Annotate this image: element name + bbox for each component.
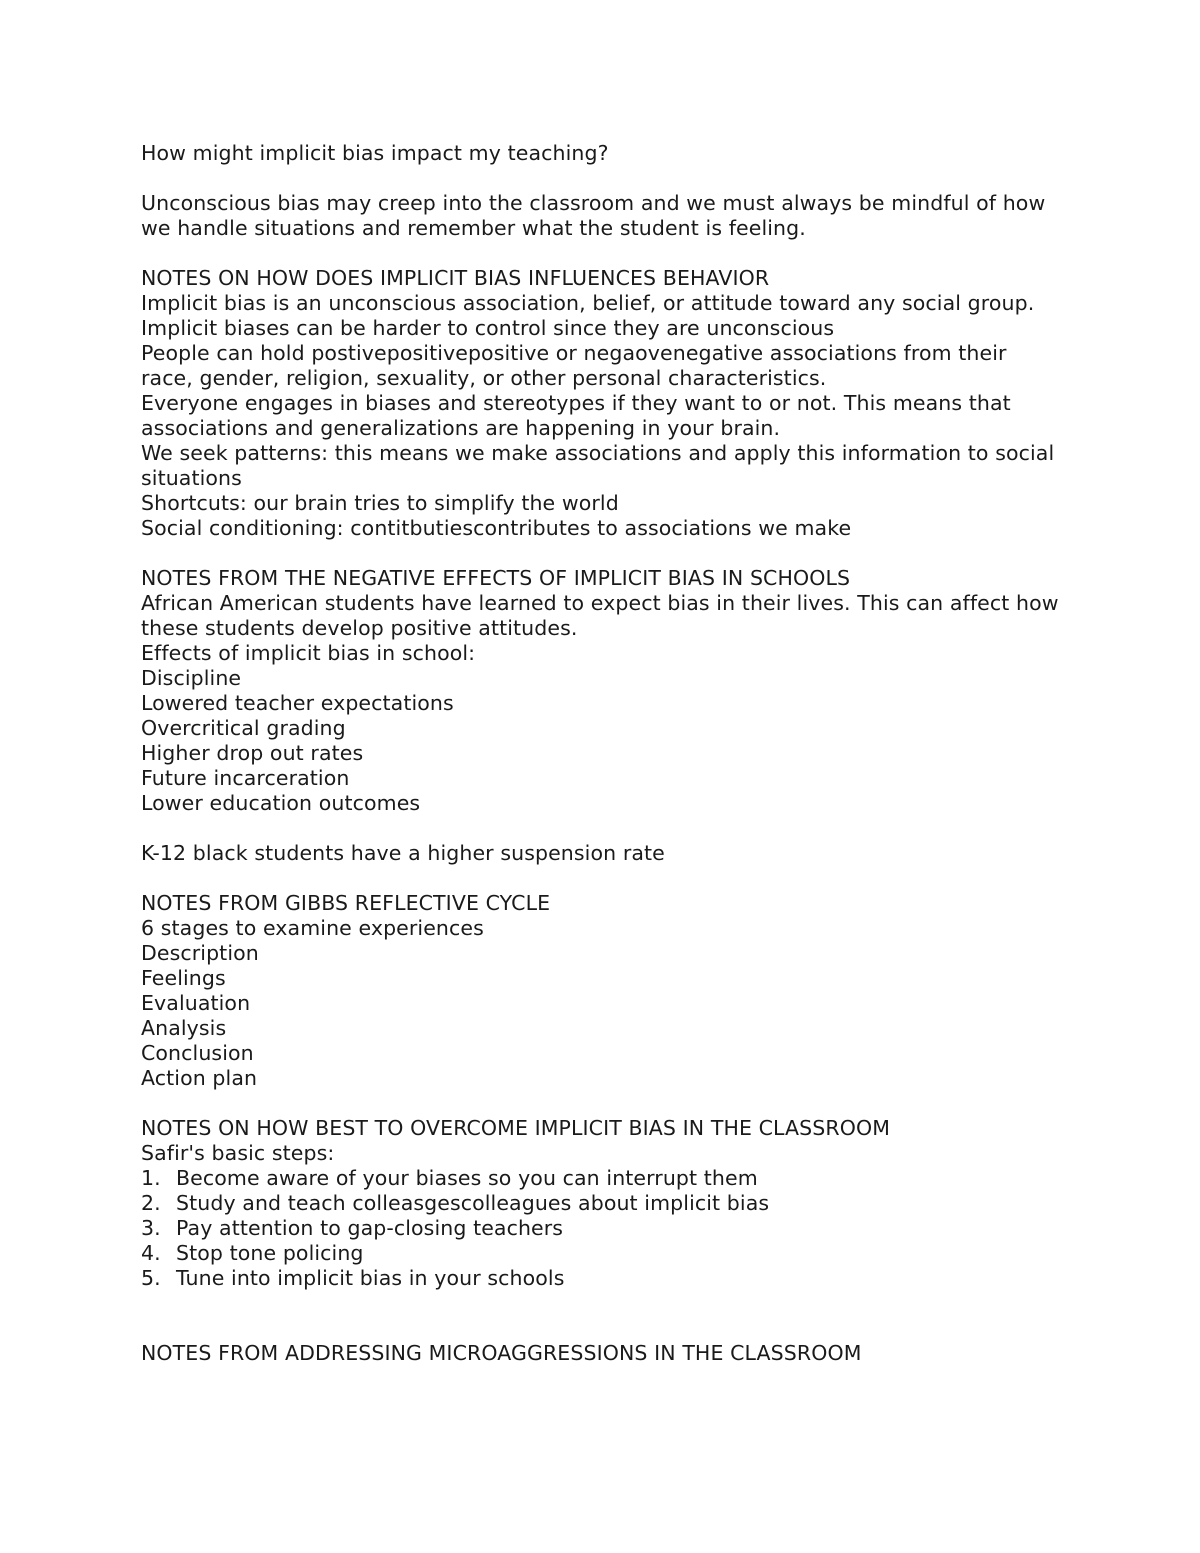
spacer [141, 541, 1061, 566]
list-item-text: Study and teach colleasgescolleagues about implicit bias [176, 1191, 770, 1215]
spacer [141, 866, 1061, 891]
list-number: 5. [141, 1266, 161, 1290]
list-item-text: Pay attention to gap-closing teachers [176, 1216, 564, 1240]
list-item-text: Stop tone policing [176, 1241, 364, 1265]
note-line: Conclusion [141, 1041, 254, 1065]
spacer [141, 166, 1061, 191]
list-item-text: Become aware of your biases so you can interrupt them [176, 1166, 758, 1190]
list-item-text: Tune into implicit bias in your schools [176, 1266, 565, 1290]
note-line: Analysis [141, 1016, 227, 1040]
steps-list [141, 1166, 1061, 1291]
spacer [141, 1291, 1061, 1341]
section-heading-gibbs: NOTES FROM GIBBS REFLECTIVE CYCLE [141, 891, 551, 915]
list-item [141, 1266, 1061, 1291]
list-item [141, 1191, 1061, 1216]
list-number: 2. [141, 1191, 161, 1215]
section-heading-influences: NOTES ON HOW DOES IMPLICIT BIAS INFLUENCES BEHAVIOR [141, 266, 770, 290]
spacer [141, 241, 1061, 266]
note-line: Social conditioning: contitbutiescontributes to associations we make [141, 516, 852, 540]
list-item [141, 1166, 1061, 1191]
note-line: Description [141, 941, 259, 965]
note-line: 6 stages to examine experiences [141, 916, 484, 940]
list-number: 4. [141, 1241, 161, 1265]
list-item [141, 1241, 1061, 1266]
note-line: Evaluation [141, 991, 251, 1015]
note-line: Feelings [141, 966, 226, 990]
note-line: Future incarceration [141, 766, 350, 790]
note-line: Lowered teacher expectations [141, 691, 454, 715]
note-line: Higher drop out rates [141, 741, 364, 765]
list-number: 3. [141, 1216, 161, 1240]
document-page [141, 141, 1061, 1366]
note-line: People can hold postivepositivepositive or negaovenegative associations from their race, gender, religion, sexuality, or other personal characteristics. [141, 341, 1007, 390]
section-heading-negative-effects: NOTES FROM THE NEGATIVE EFFECTS OF IMPLICIT BIAS IN SCHOOLS [141, 566, 851, 590]
note-line: Everyone engages in biases and stereotypes if they want to or not. This means that associations and generalizations are happening in your brain. [141, 391, 1011, 440]
note-line: African American students have learned to expect bias in their lives. This can affect how these students develop positive attitudes. [141, 591, 1059, 640]
spacer [141, 1091, 1061, 1116]
note-line: Action plan [141, 1066, 258, 1090]
note-line: Lower education outcomes [141, 791, 421, 815]
note-line: Discipline [141, 666, 242, 690]
spacer [141, 816, 1061, 841]
list-item [141, 1216, 1061, 1241]
section-heading-microaggressions: NOTES FROM ADDRESSING MICROAGGRESSIONS IN THE CLASSROOM [141, 1341, 862, 1365]
note-line: Overcritical grading [141, 716, 346, 740]
answer-paragraph: Unconscious bias may creep into the classroom and we must always be mindful of how we handle situations and remember what the student is feeling. [141, 191, 1046, 240]
question-heading: How might implicit bias impact my teaching? [141, 141, 609, 165]
note-line: Implicit biases can be harder to control since they are unconscious [141, 316, 835, 340]
note-line: We seek patterns: this means we make associations and apply this information to social situations [141, 441, 1055, 490]
section-heading-overcome: NOTES ON HOW BEST TO OVERCOME IMPLICIT BIAS IN THE CLASSROOM [141, 1116, 891, 1140]
note-line: Effects of implicit bias in school: [141, 641, 476, 665]
note-line: Implicit bias is an unconscious association, belief, or attitude toward any social group. [141, 291, 1035, 315]
list-number: 1. [141, 1166, 161, 1190]
note-line-suspension: K-12 black students have a higher suspension rate [141, 841, 665, 865]
steps-intro: Safir's basic steps: [141, 1141, 335, 1165]
note-line: Shortcuts: our brain tries to simplify the world [141, 491, 619, 515]
